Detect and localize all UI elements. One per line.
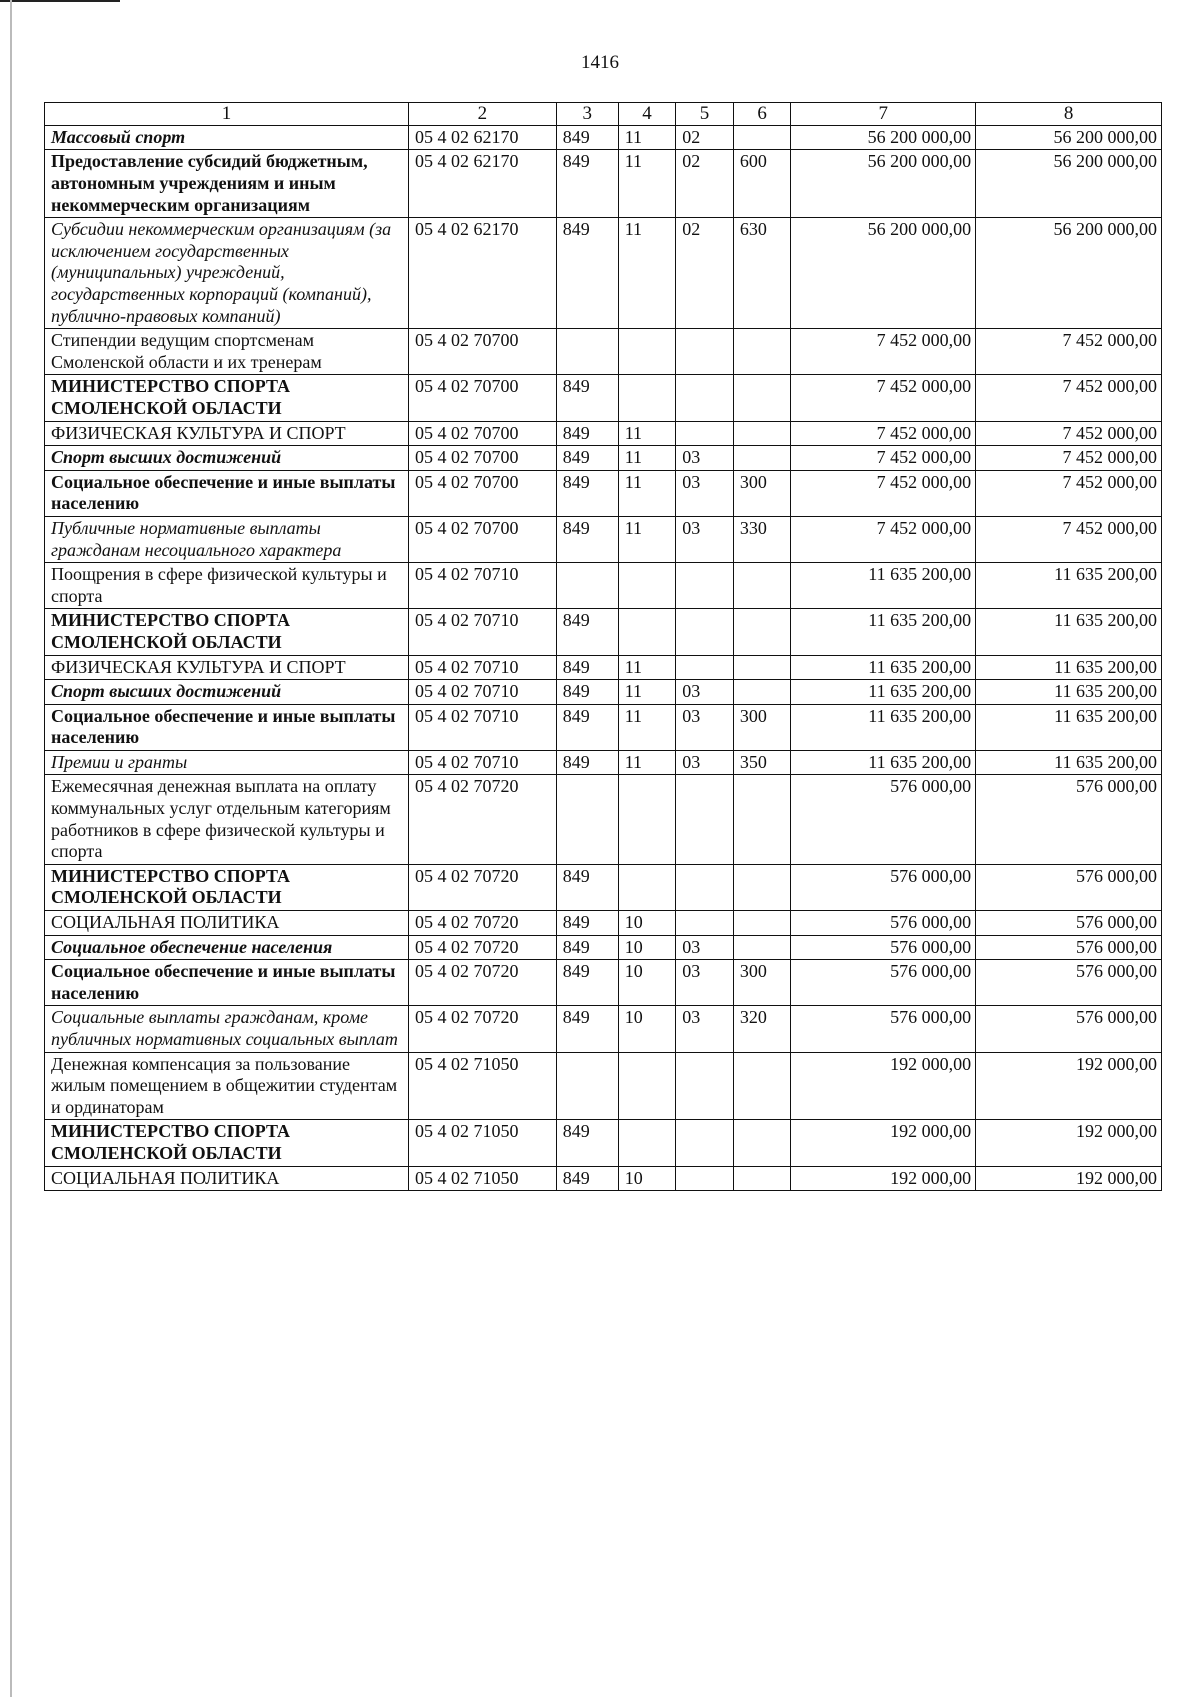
row-subsection-code: 02 bbox=[676, 218, 734, 329]
row-expense-type-code bbox=[733, 329, 791, 375]
row-section-code: 11 bbox=[618, 150, 676, 218]
row-ministry-code bbox=[556, 775, 618, 864]
row-expense-type-code bbox=[733, 1052, 791, 1120]
row-target-code: 05 4 02 70720 bbox=[409, 935, 557, 960]
row-ministry-code: 849 bbox=[556, 960, 618, 1006]
row-target-code: 05 4 02 70700 bbox=[409, 329, 557, 375]
row-amount-year-1: 11 635 200,00 bbox=[791, 704, 976, 750]
table-row bbox=[45, 218, 1162, 329]
table-row bbox=[45, 609, 1162, 655]
row-name: ФИЗИЧЕСКАЯ КУЛЬТУРА И СПОРТ bbox=[45, 655, 409, 680]
row-amount-year-1: 11 635 200,00 bbox=[791, 655, 976, 680]
row-section-code: 11 bbox=[618, 516, 676, 562]
row-amount-year-2: 11 635 200,00 bbox=[976, 704, 1162, 750]
row-expense-type-code: 630 bbox=[733, 218, 791, 329]
table-row bbox=[45, 935, 1162, 960]
row-amount-year-2: 192 000,00 bbox=[976, 1120, 1162, 1166]
row-subsection-code: 03 bbox=[676, 1006, 734, 1052]
row-subsection-code bbox=[676, 911, 734, 936]
table-row bbox=[45, 1052, 1162, 1120]
row-amount-year-1: 56 200 000,00 bbox=[791, 150, 976, 218]
row-amount-year-2: 7 452 000,00 bbox=[976, 329, 1162, 375]
row-target-code: 05 4 02 70710 bbox=[409, 563, 557, 609]
table-row bbox=[45, 446, 1162, 471]
row-amount-year-2: 576 000,00 bbox=[976, 864, 1162, 910]
table-row bbox=[45, 375, 1162, 421]
row-amount-year-1: 7 452 000,00 bbox=[791, 516, 976, 562]
row-amount-year-2: 11 635 200,00 bbox=[976, 680, 1162, 705]
scan-edge-top bbox=[0, 0, 120, 2]
row-expense-type-code bbox=[733, 911, 791, 936]
row-section-code: 11 bbox=[618, 750, 676, 775]
row-section-code bbox=[618, 775, 676, 864]
row-ministry-code: 849 bbox=[556, 1006, 618, 1052]
row-amount-year-1: 11 635 200,00 bbox=[791, 750, 976, 775]
row-name: Социальные выплаты гражданам, кроме публичных нормативных социальных выплат bbox=[45, 1006, 409, 1052]
row-subsection-code bbox=[676, 864, 734, 910]
row-amount-year-1: 56 200 000,00 bbox=[791, 125, 976, 150]
row-target-code: 05 4 02 70710 bbox=[409, 704, 557, 750]
row-ministry-code: 849 bbox=[556, 421, 618, 446]
row-amount-year-1: 576 000,00 bbox=[791, 960, 976, 1006]
row-section-code bbox=[618, 563, 676, 609]
table-row bbox=[45, 1006, 1162, 1052]
row-target-code: 05 4 02 70720 bbox=[409, 960, 557, 1006]
row-name: Спорт высших достижений bbox=[45, 446, 409, 471]
row-amount-year-2: 576 000,00 bbox=[976, 935, 1162, 960]
row-amount-year-1: 7 452 000,00 bbox=[791, 375, 976, 421]
row-subsection-code bbox=[676, 775, 734, 864]
row-name: МИНИСТЕРСТВО СПОРТА СМОЛЕНСКОЙ ОБЛАСТИ bbox=[45, 864, 409, 910]
row-amount-year-2: 11 635 200,00 bbox=[976, 563, 1162, 609]
row-expense-type-code bbox=[733, 375, 791, 421]
row-amount-year-1: 7 452 000,00 bbox=[791, 446, 976, 471]
table-row bbox=[45, 750, 1162, 775]
row-target-code: 05 4 02 62170 bbox=[409, 125, 557, 150]
row-ministry-code: 849 bbox=[556, 375, 618, 421]
row-subsection-code: 03 bbox=[676, 516, 734, 562]
row-name: Социальное обеспечение населения bbox=[45, 935, 409, 960]
row-name: Спорт высших достижений bbox=[45, 680, 409, 705]
row-section-code: 11 bbox=[618, 655, 676, 680]
row-target-code: 05 4 02 70700 bbox=[409, 470, 557, 516]
row-expense-type-code bbox=[733, 421, 791, 446]
row-subsection-code: 03 bbox=[676, 470, 734, 516]
row-amount-year-1: 11 635 200,00 bbox=[791, 609, 976, 655]
row-target-code: 05 4 02 70700 bbox=[409, 516, 557, 562]
row-target-code: 05 4 02 70720 bbox=[409, 1006, 557, 1052]
row-target-code: 05 4 02 62170 bbox=[409, 218, 557, 329]
row-name: Премии и гранты bbox=[45, 750, 409, 775]
row-subsection-code: 03 bbox=[676, 704, 734, 750]
row-name: Публичные нормативные выплаты гражданам несоциального характера bbox=[45, 516, 409, 562]
row-name: Поощрения в сфере физической культуры и спорта bbox=[45, 563, 409, 609]
row-amount-year-1: 576 000,00 bbox=[791, 864, 976, 910]
table-row bbox=[45, 960, 1162, 1006]
table-row bbox=[45, 655, 1162, 680]
column-header: 3 bbox=[556, 103, 618, 126]
row-amount-year-2: 7 452 000,00 bbox=[976, 421, 1162, 446]
row-section-code: 10 bbox=[618, 960, 676, 1006]
row-name: Предоставление субсидий бюджетным, автономным учреждениям и иным некоммерческим организациям bbox=[45, 150, 409, 218]
column-header: 5 bbox=[676, 103, 734, 126]
row-expense-type-code bbox=[733, 1166, 791, 1191]
table-row bbox=[45, 911, 1162, 936]
table-row bbox=[45, 563, 1162, 609]
row-name: Социальное обеспечение и иные выплаты населению bbox=[45, 704, 409, 750]
row-subsection-code: 03 bbox=[676, 750, 734, 775]
row-amount-year-2: 7 452 000,00 bbox=[976, 470, 1162, 516]
row-ministry-code: 849 bbox=[556, 704, 618, 750]
row-amount-year-2: 11 635 200,00 bbox=[976, 750, 1162, 775]
row-name: Субсидии некоммерческим организациям (за исключением государственных (муниципальных) учреждений, государственных корпораций (компаний), публично-правовых компаний) bbox=[45, 218, 409, 329]
row-ministry-code: 849 bbox=[556, 609, 618, 655]
row-expense-type-code: 600 bbox=[733, 150, 791, 218]
row-amount-year-1: 7 452 000,00 bbox=[791, 329, 976, 375]
row-ministry-code: 849 bbox=[556, 218, 618, 329]
row-section-code: 11 bbox=[618, 680, 676, 705]
row-target-code: 05 4 02 71050 bbox=[409, 1120, 557, 1166]
column-header: 8 bbox=[976, 103, 1162, 126]
row-amount-year-1: 192 000,00 bbox=[791, 1120, 976, 1166]
row-target-code: 05 4 02 71050 bbox=[409, 1052, 557, 1120]
row-section-code: 11 bbox=[618, 470, 676, 516]
row-amount-year-1: 192 000,00 bbox=[791, 1052, 976, 1120]
row-name: Ежемесячная денежная выплата на оплату коммунальных услуг отдельным категориям работников в сфере физической культуры и спорта bbox=[45, 775, 409, 864]
row-amount-year-1: 56 200 000,00 bbox=[791, 218, 976, 329]
row-target-code: 05 4 02 70710 bbox=[409, 750, 557, 775]
row-amount-year-2: 7 452 000,00 bbox=[976, 446, 1162, 471]
row-name: МИНИСТЕРСТВО СПОРТА СМОЛЕНСКОЙ ОБЛАСТИ bbox=[45, 609, 409, 655]
row-amount-year-2: 576 000,00 bbox=[976, 1006, 1162, 1052]
row-target-code: 05 4 02 70710 bbox=[409, 655, 557, 680]
row-expense-type-code bbox=[733, 655, 791, 680]
scan-edge-left bbox=[10, 0, 12, 1697]
row-subsection-code: 03 bbox=[676, 446, 734, 471]
row-name: Стипендии ведущим спортсменам Смоленской области и их тренерам bbox=[45, 329, 409, 375]
row-target-code: 05 4 02 70720 bbox=[409, 775, 557, 864]
row-section-code bbox=[618, 609, 676, 655]
budget-table bbox=[44, 102, 1162, 1191]
column-header: 4 bbox=[618, 103, 676, 126]
row-ministry-code: 849 bbox=[556, 150, 618, 218]
row-ministry-code: 849 bbox=[556, 750, 618, 775]
row-target-code: 05 4 02 70710 bbox=[409, 680, 557, 705]
row-amount-year-2: 56 200 000,00 bbox=[976, 125, 1162, 150]
row-expense-type-code: 330 bbox=[733, 516, 791, 562]
row-target-code: 05 4 02 70700 bbox=[409, 421, 557, 446]
row-amount-year-1: 11 635 200,00 bbox=[791, 563, 976, 609]
row-amount-year-2: 56 200 000,00 bbox=[976, 218, 1162, 329]
row-ministry-code: 849 bbox=[556, 655, 618, 680]
row-section-code: 11 bbox=[618, 125, 676, 150]
row-subsection-code: 02 bbox=[676, 150, 734, 218]
row-subsection-code bbox=[676, 329, 734, 375]
row-subsection-code bbox=[676, 609, 734, 655]
row-amount-year-2: 576 000,00 bbox=[976, 960, 1162, 1006]
row-amount-year-2: 192 000,00 bbox=[976, 1166, 1162, 1191]
row-subsection-code bbox=[676, 1120, 734, 1166]
row-target-code: 05 4 02 70720 bbox=[409, 911, 557, 936]
row-amount-year-1: 7 452 000,00 bbox=[791, 470, 976, 516]
row-subsection-code bbox=[676, 563, 734, 609]
row-ministry-code: 849 bbox=[556, 516, 618, 562]
row-subsection-code: 03 bbox=[676, 960, 734, 1006]
row-name: Денежная компенсация за пользование жилым помещением в общежитии студентам и ординаторам bbox=[45, 1052, 409, 1120]
row-expense-type-code bbox=[733, 775, 791, 864]
column-header: 7 bbox=[791, 103, 976, 126]
row-expense-type-code: 320 bbox=[733, 1006, 791, 1052]
row-ministry-code bbox=[556, 1052, 618, 1120]
row-ministry-code: 849 bbox=[556, 864, 618, 910]
column-header: 1 bbox=[45, 103, 409, 126]
row-name: СОЦИАЛЬНАЯ ПОЛИТИКА bbox=[45, 1166, 409, 1191]
table-row bbox=[45, 329, 1162, 375]
row-name: ФИЗИЧЕСКАЯ КУЛЬТУРА И СПОРТ bbox=[45, 421, 409, 446]
column-number-row bbox=[45, 103, 1162, 126]
row-expense-type-code: 300 bbox=[733, 704, 791, 750]
row-subsection-code bbox=[676, 1052, 734, 1120]
table-row bbox=[45, 421, 1162, 446]
row-section-code: 11 bbox=[618, 421, 676, 446]
table-row bbox=[45, 864, 1162, 910]
row-target-code: 05 4 02 70700 bbox=[409, 375, 557, 421]
row-name: Социальное обеспечение и иные выплаты населению bbox=[45, 960, 409, 1006]
row-ministry-code bbox=[556, 563, 618, 609]
row-amount-year-1: 11 635 200,00 bbox=[791, 680, 976, 705]
row-target-code: 05 4 02 70700 bbox=[409, 446, 557, 471]
budget-table-body bbox=[45, 125, 1162, 1190]
row-amount-year-2: 11 635 200,00 bbox=[976, 609, 1162, 655]
row-name: МИНИСТЕРСТВО СПОРТА СМОЛЕНСКОЙ ОБЛАСТИ bbox=[45, 1120, 409, 1166]
table-row bbox=[45, 704, 1162, 750]
row-section-code bbox=[618, 375, 676, 421]
table-row bbox=[45, 125, 1162, 150]
row-amount-year-2: 11 635 200,00 bbox=[976, 655, 1162, 680]
row-section-code bbox=[618, 1120, 676, 1166]
row-amount-year-2: 192 000,00 bbox=[976, 1052, 1162, 1120]
row-amount-year-2: 7 452 000,00 bbox=[976, 375, 1162, 421]
row-expense-type-code: 300 bbox=[733, 470, 791, 516]
row-name: Массовый спорт bbox=[45, 125, 409, 150]
row-section-code: 10 bbox=[618, 935, 676, 960]
row-amount-year-2: 576 000,00 bbox=[976, 911, 1162, 936]
row-expense-type-code bbox=[733, 1120, 791, 1166]
row-amount-year-1: 576 000,00 bbox=[791, 775, 976, 864]
row-amount-year-2: 56 200 000,00 bbox=[976, 150, 1162, 218]
row-subsection-code: 03 bbox=[676, 935, 734, 960]
row-ministry-code: 849 bbox=[556, 911, 618, 936]
row-section-code bbox=[618, 864, 676, 910]
row-subsection-code: 03 bbox=[676, 680, 734, 705]
row-ministry-code: 849 bbox=[556, 1166, 618, 1191]
row-ministry-code: 849 bbox=[556, 680, 618, 705]
row-subsection-code: 02 bbox=[676, 125, 734, 150]
row-expense-type-code bbox=[733, 563, 791, 609]
row-amount-year-1: 576 000,00 bbox=[791, 1006, 976, 1052]
row-subsection-code bbox=[676, 421, 734, 446]
row-amount-year-2: 576 000,00 bbox=[976, 775, 1162, 864]
row-name: Социальное обеспечение и иные выплаты населению bbox=[45, 470, 409, 516]
row-expense-type-code bbox=[733, 125, 791, 150]
row-target-code: 05 4 02 71050 bbox=[409, 1166, 557, 1191]
page-number: 1416 bbox=[581, 52, 619, 73]
row-target-code: 05 4 02 70720 bbox=[409, 864, 557, 910]
row-expense-type-code bbox=[733, 446, 791, 471]
row-expense-type-code bbox=[733, 680, 791, 705]
row-section-code bbox=[618, 1052, 676, 1120]
row-expense-type-code: 350 bbox=[733, 750, 791, 775]
row-ministry-code: 849 bbox=[556, 935, 618, 960]
row-section-code bbox=[618, 329, 676, 375]
row-section-code: 11 bbox=[618, 446, 676, 471]
table-row bbox=[45, 680, 1162, 705]
row-section-code: 11 bbox=[618, 218, 676, 329]
row-expense-type-code bbox=[733, 935, 791, 960]
row-subsection-code bbox=[676, 375, 734, 421]
row-target-code: 05 4 02 70710 bbox=[409, 609, 557, 655]
row-ministry-code: 849 bbox=[556, 446, 618, 471]
row-amount-year-1: 192 000,00 bbox=[791, 1166, 976, 1191]
table-row bbox=[45, 470, 1162, 516]
row-expense-type-code bbox=[733, 864, 791, 910]
row-ministry-code: 849 bbox=[556, 1120, 618, 1166]
row-name: СОЦИАЛЬНАЯ ПОЛИТИКА bbox=[45, 911, 409, 936]
row-ministry-code: 849 bbox=[556, 470, 618, 516]
row-subsection-code bbox=[676, 1166, 734, 1191]
row-amount-year-2: 7 452 000,00 bbox=[976, 516, 1162, 562]
table-row bbox=[45, 150, 1162, 218]
row-amount-year-1: 576 000,00 bbox=[791, 911, 976, 936]
table-row bbox=[45, 516, 1162, 562]
table-row bbox=[45, 775, 1162, 864]
row-section-code: 10 bbox=[618, 1006, 676, 1052]
row-ministry-code: 849 bbox=[556, 125, 618, 150]
row-expense-type-code bbox=[733, 609, 791, 655]
row-name: МИНИСТЕРСТВО СПОРТА СМОЛЕНСКОЙ ОБЛАСТИ bbox=[45, 375, 409, 421]
row-section-code: 10 bbox=[618, 1166, 676, 1191]
row-expense-type-code: 300 bbox=[733, 960, 791, 1006]
row-target-code: 05 4 02 62170 bbox=[409, 150, 557, 218]
table-row bbox=[45, 1166, 1162, 1191]
row-section-code: 10 bbox=[618, 911, 676, 936]
table-row bbox=[45, 1120, 1162, 1166]
row-section-code: 11 bbox=[618, 704, 676, 750]
column-header: 2 bbox=[409, 103, 557, 126]
row-subsection-code bbox=[676, 655, 734, 680]
row-amount-year-1: 7 452 000,00 bbox=[791, 421, 976, 446]
column-header: 6 bbox=[733, 103, 791, 126]
row-ministry-code bbox=[556, 329, 618, 375]
row-amount-year-1: 576 000,00 bbox=[791, 935, 976, 960]
